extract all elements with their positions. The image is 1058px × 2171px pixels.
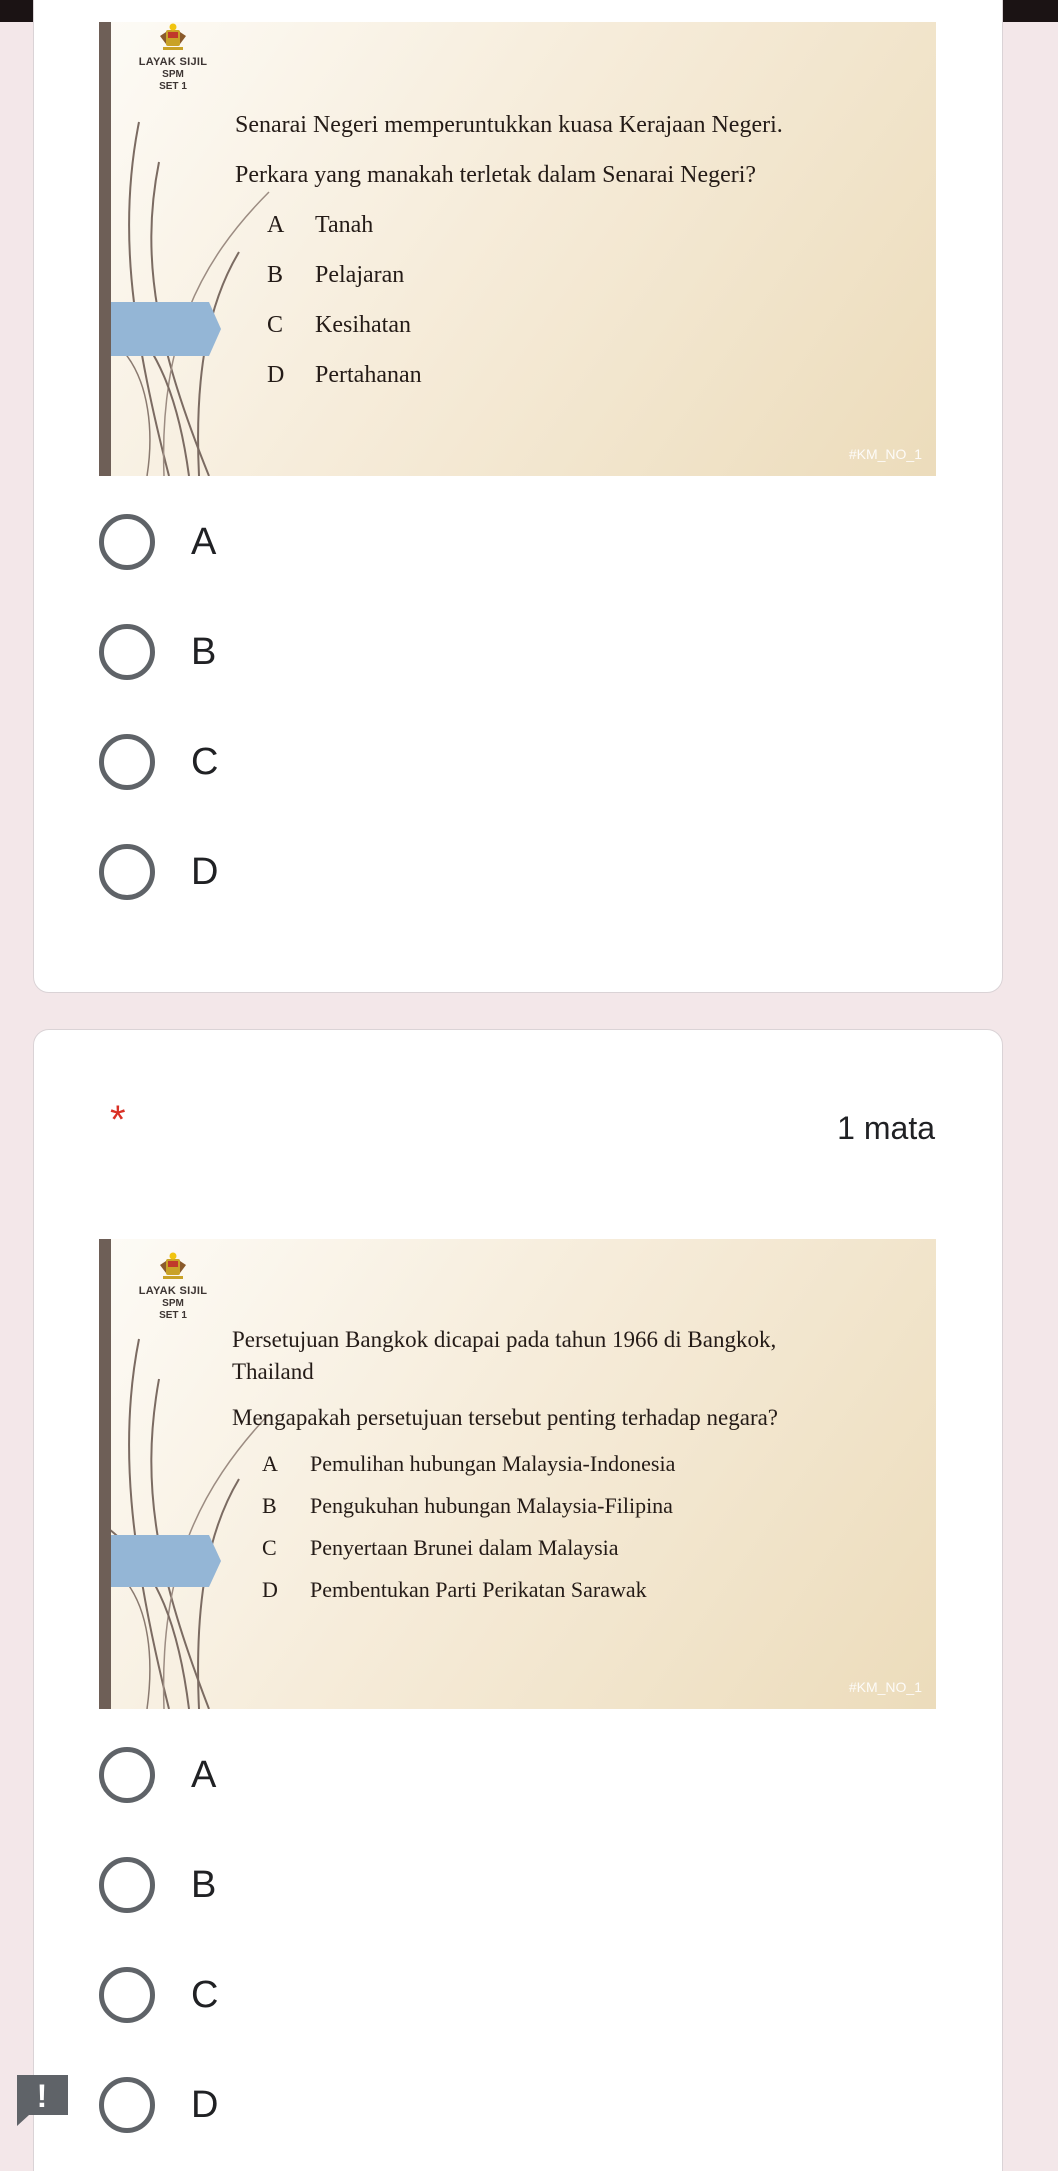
slide-option-a: [267, 212, 373, 239]
radio-unchecked-icon[interactable]: [99, 514, 155, 570]
choice-c[interactable]: [99, 1965, 218, 2025]
slide-option-text: Pembentukan Parti Perikatan Sarawak: [310, 1577, 647, 1602]
malaysia-crest-icon: [158, 1251, 188, 1281]
radio-unchecked-icon[interactable]: [99, 624, 155, 680]
slide-option-letter: C: [267, 312, 284, 338]
crest-line-1: LAYAK SIJIL: [138, 1285, 208, 1297]
choice-d[interactable]: [99, 842, 218, 902]
slide-option-letter: B: [262, 1493, 277, 1518]
slide-option-letter: B: [267, 262, 284, 288]
choice-a[interactable]: [99, 1745, 216, 1805]
choice-b[interactable]: [99, 622, 216, 682]
slide-option-text: Kesihatan: [315, 312, 411, 338]
slide-option-text: Pengukuhan hubungan Malaysia-Filipina: [310, 1493, 673, 1518]
question-points: 1 mata: [837, 1110, 935, 1146]
choice-label: D: [191, 2083, 219, 2126]
slide-option-letter: D: [267, 362, 285, 388]
required-asterisk: *: [110, 1098, 126, 1142]
slide-option-b: [267, 262, 404, 289]
slide-option-b: [262, 1493, 673, 1519]
choice-d[interactable]: [99, 2075, 218, 2135]
radio-unchecked-icon[interactable]: [99, 1857, 155, 1913]
choice-label: B: [191, 1863, 217, 1906]
choice-label: C: [191, 1973, 219, 2016]
crest-block: [138, 1251, 208, 1321]
radio-unchecked-icon[interactable]: [99, 844, 155, 900]
slide-option-letter: A: [267, 212, 285, 238]
choice-label: A: [191, 520, 217, 563]
slide-question: Mengapakah persetujuan tersebut penting terhadap negara?: [232, 1405, 779, 1430]
crest-line-3: SET 1: [159, 81, 187, 92]
radio-unchecked-icon[interactable]: [99, 1967, 155, 2023]
choice-label: A: [191, 1753, 217, 1796]
slide-option-text: Penyertaan Brunei dalam Malaysia: [310, 1535, 619, 1560]
radio-unchecked-icon[interactable]: [99, 734, 155, 790]
slide-option-d: [262, 1577, 647, 1603]
slide-tag: #KM_NO_1: [848, 1679, 922, 1695]
report-problem-icon[interactable]: [15, 2073, 70, 2127]
crest-line-2: SPM: [162, 1298, 184, 1309]
slide-decoration: [99, 22, 936, 476]
slide-tag: #KM_NO_1: [848, 446, 922, 462]
slide-statement: Persetujuan Bangkok dicapai pada tahun 1966 di Bangkok,: [232, 1327, 777, 1352]
question-image-2: [99, 1239, 936, 1709]
slide-option-a: [262, 1451, 675, 1477]
slide-option-c: [267, 312, 411, 339]
malaysia-crest-icon: [158, 22, 188, 52]
slide-option-letter: A: [262, 1451, 278, 1476]
report-glyph: !: [36, 2078, 48, 2114]
choice-label: D: [191, 850, 219, 893]
radio-unchecked-icon[interactable]: [99, 2077, 155, 2133]
crest-line-1: LAYAK SIJIL: [138, 56, 208, 68]
choice-a[interactable]: [99, 512, 216, 572]
crest-line-3: SET 1: [159, 1310, 187, 1321]
slide-option-text: Tanah: [315, 212, 374, 238]
slide-statement: Senarai Negeri memperuntukkan kuasa Kerajaan Negeri.: [235, 112, 783, 138]
slide-option-letter: C: [262, 1535, 277, 1560]
choice-label: B: [191, 630, 217, 673]
slide-option-text: Pemulihan hubungan Malaysia-Indonesia: [310, 1451, 676, 1476]
crest-line-2: SPM: [162, 69, 184, 80]
slide-option-text: Pelajaran: [315, 262, 405, 288]
choice-label: C: [191, 740, 219, 783]
slide-option-d: [267, 362, 422, 389]
slide-statement-line-2: Thailand: [232, 1359, 314, 1384]
crest-block: [138, 22, 208, 92]
slide-option-text: Pertahanan: [315, 362, 422, 388]
slide-question: Perkara yang manakah terletak dalam Senarai Negeri?: [235, 162, 757, 188]
slide-option-c: [262, 1535, 619, 1561]
radio-unchecked-icon[interactable]: [99, 1747, 155, 1803]
slide-option-letter: D: [262, 1577, 278, 1602]
choice-c[interactable]: [99, 732, 218, 792]
slide-left-bar: [99, 1239, 111, 1709]
question-image-1: [99, 22, 936, 476]
slide-left-bar: [99, 22, 111, 476]
choice-b[interactable]: [99, 1855, 216, 1915]
